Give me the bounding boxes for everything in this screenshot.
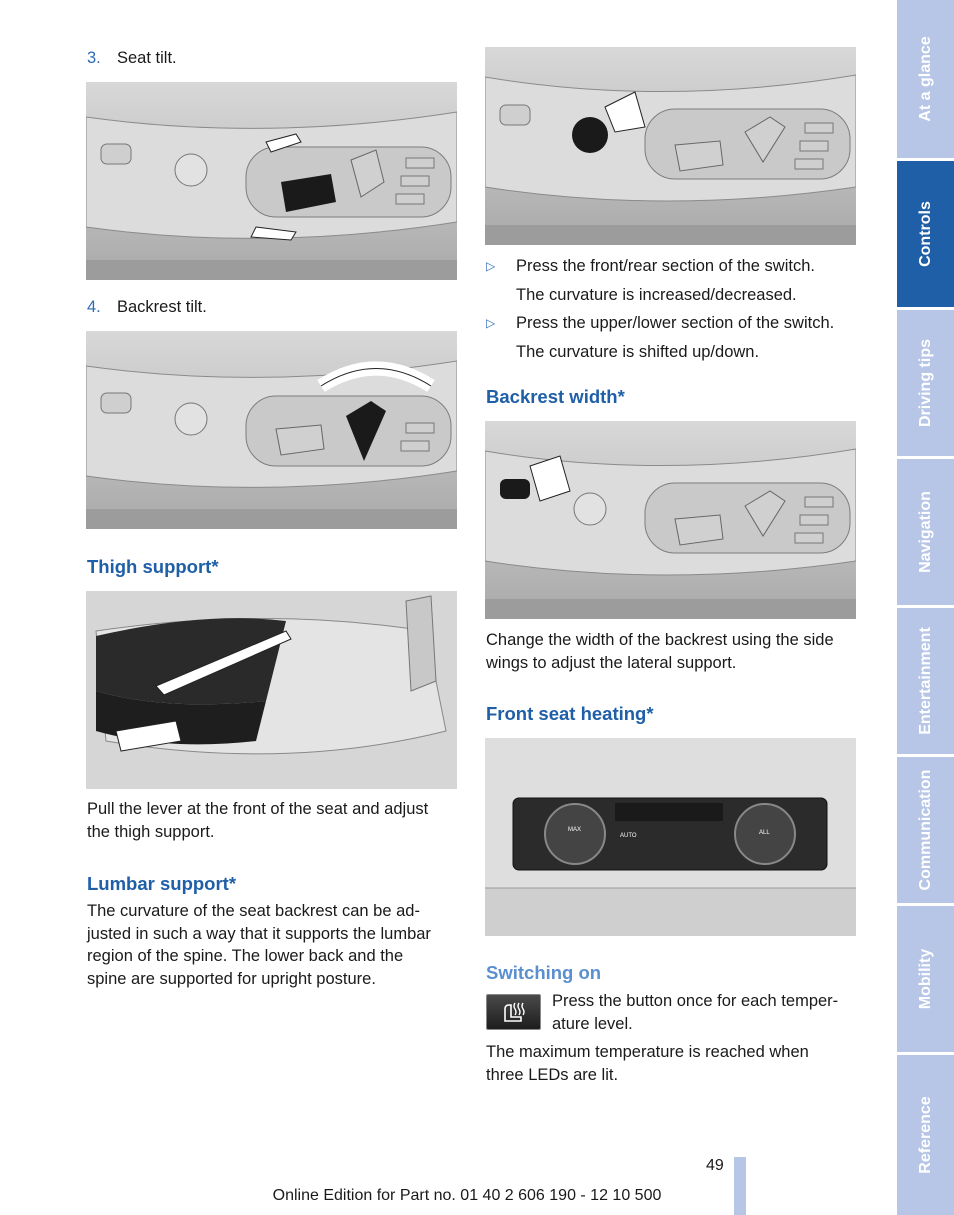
text-line: The curvature of the seat backrest can be ad- xyxy=(87,902,420,920)
text-line: The maximum temperature is reached when xyxy=(486,1043,809,1061)
tab-label: Mobility xyxy=(916,948,934,1010)
auto-label: AUTO xyxy=(620,833,637,839)
bullet-text: Press the front/rear section of the switch. xyxy=(516,257,815,275)
item-number: 3. xyxy=(87,49,101,67)
text-line: the thigh support. xyxy=(87,822,215,841)
thigh-support-text xyxy=(87,798,428,843)
tab-driving-tips[interactable] xyxy=(897,310,954,456)
tab-label: Navigation xyxy=(916,491,934,573)
item-seat-tilt xyxy=(87,47,177,70)
switching-on-heading: Switching on xyxy=(486,962,602,983)
tab-mobility[interactable] xyxy=(897,906,954,1052)
tab-label: Communication xyxy=(916,769,934,891)
front-seat-heating-heading: Front seat heating* xyxy=(486,703,654,724)
text-line: three LEDs are lit. xyxy=(486,1065,619,1084)
switching-on-icon-text xyxy=(552,990,838,1035)
tab-navigation[interactable] xyxy=(897,459,954,605)
lumbar-support-heading: Lumbar support* xyxy=(87,873,237,894)
bullet-item xyxy=(486,312,866,361)
tab-at-a-glance[interactable] xyxy=(897,0,954,158)
lumbar-switch-figure xyxy=(485,47,856,245)
text-line: ature level. xyxy=(552,1014,633,1033)
max-label: MAX xyxy=(568,827,582,833)
thigh-support-heading: Thigh support* xyxy=(87,556,219,577)
text-line: spine are supported for upright posture. xyxy=(87,969,376,988)
footer-text: Online Edition for Part no. 01 40 2 606 190 - 12 10 500 xyxy=(272,1187,662,1204)
item-backrest-tilt xyxy=(87,296,207,319)
item-label: Backrest tilt. xyxy=(117,298,207,316)
item-number: 4. xyxy=(87,298,101,316)
tab-entertainment[interactable] xyxy=(897,608,954,754)
bullet-subtext: The curvature is shifted up/down. xyxy=(516,343,760,361)
bullet-marker: ▷ xyxy=(486,259,496,273)
bullet-item xyxy=(486,255,866,304)
page-number: 49 xyxy=(706,1157,724,1174)
page-marker-bar xyxy=(734,1157,746,1215)
seat-tilt-figure xyxy=(86,82,457,280)
lumbar-support-text xyxy=(87,900,431,990)
backrest-width-figure xyxy=(485,421,856,619)
tab-label: Entertainment xyxy=(916,627,934,735)
backrest-tilt-figure xyxy=(86,331,457,529)
item-label: Seat tilt. xyxy=(117,49,177,67)
bullet-text: Press the upper/lower section of the switch. xyxy=(516,314,835,332)
bullet-subtext: The curvature is increased/decreased. xyxy=(516,286,797,304)
text-line: wings to adjust the lateral support. xyxy=(486,653,737,672)
text-line: Pull the lever at the front of the seat and adjust xyxy=(87,800,429,818)
tab-label: At a glance xyxy=(916,36,934,122)
all-label: ALL xyxy=(759,830,770,836)
thigh-support-figure xyxy=(86,591,457,789)
tab-label: Driving tips xyxy=(916,338,934,428)
seat-heating-icon xyxy=(486,994,541,1030)
bullet-marker: ▷ xyxy=(486,316,496,330)
text-line: justed in such a way that it supports the lumbar xyxy=(87,924,431,943)
text-line: region of the spine. The lower back and the xyxy=(87,947,404,965)
climate-panel-figure xyxy=(485,738,856,936)
text-line: Press the button once for each temper- xyxy=(552,992,839,1010)
tab-communication[interactable] xyxy=(897,757,954,903)
chapter-tabs xyxy=(897,0,954,1215)
text-line: Change the width of the backrest using the side xyxy=(486,631,834,649)
tab-controls[interactable] xyxy=(897,161,954,307)
tab-label: Reference xyxy=(916,1096,934,1174)
tab-label: Controls xyxy=(916,201,934,267)
backrest-width-heading: Backrest width* xyxy=(486,386,625,407)
backrest-width-text xyxy=(486,629,834,674)
switching-on-text xyxy=(486,1041,809,1086)
